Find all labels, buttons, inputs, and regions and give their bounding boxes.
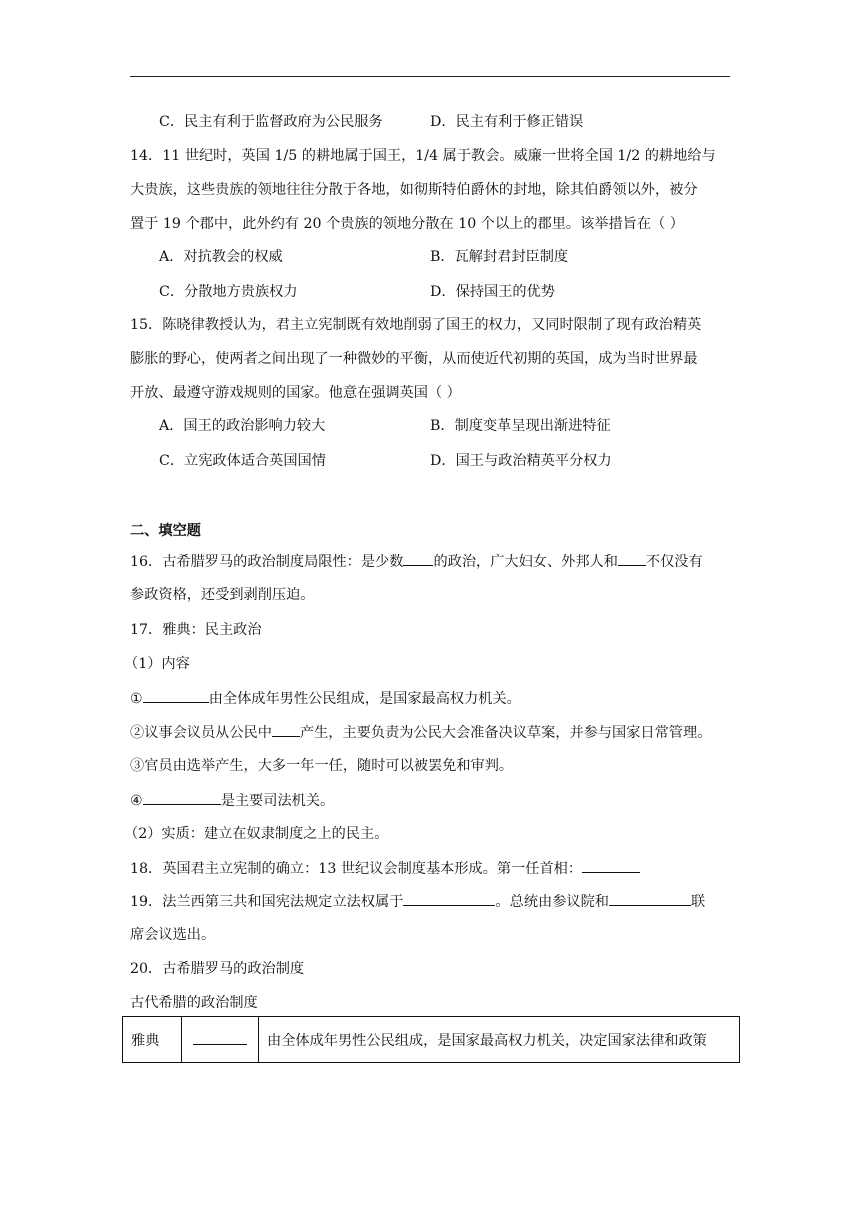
q17-item-3: ③官员由选举产生，大多一年一任，随时可以被罢免和审判。 (130, 758, 514, 774)
q16-line-1 (130, 551, 703, 572)
q20-blank[interactable] (193, 1030, 247, 1045)
q19-line-1 (130, 891, 705, 912)
table-row (123, 1017, 740, 1063)
q17-item-4-text: 是主要司法机关。 (220, 793, 335, 809)
q15-line-3: 开放、最遵守游戏规则的国家。他意在强调英国（ ） (130, 385, 461, 401)
q17-subheading-1: （1）内容 (124, 656, 190, 672)
q15-option-b: B．制度变革呈现出渐进特征 (430, 418, 611, 434)
q18-text: 18．英国君主立宪制的确立：13 世纪议会制度基本形成。第一任首相： (130, 861, 583, 877)
q14-option-a: A．对抗教会的权威 (159, 249, 283, 265)
q19-text-b: 。总统由参议院和 (495, 894, 609, 910)
q14-option-c: C．分散地方贵族权力 (159, 284, 298, 300)
table-cell-city: 雅典 (123, 1017, 182, 1063)
q15-line-2: 膨胀的野心，使两者之间出现了一种微妙的平衡，从而使近代初期的英国，成为当时世界最 (130, 351, 698, 367)
q13-option-d: D．民主有利于修正错误 (430, 114, 584, 130)
q20-title: 20．古希腊罗马的政治制度 (130, 961, 305, 977)
q15-option-a: A．国王的政治影响力较大 (159, 418, 326, 434)
q14-line-2: 大贵族，这些贵族的领地往往分散于各地，如彻斯特伯爵休的封地，除其伯爵领以外，被分 (130, 182, 698, 198)
q16-text-a: 16．古希腊罗马的政治制度局限性：是少数 (130, 554, 404, 570)
q15-option-c: C．立宪政体适合英国国情 (159, 453, 326, 469)
q14-option-b: B．瓦解封君封臣制度 (430, 249, 569, 265)
q17-item-2-text-b: 产生，主要负责为公民大会准备决议草案，并参与国家日常管理。 (299, 725, 712, 741)
q17-item-2-text-a: ②议事会议员从公民中 (130, 725, 272, 741)
q17-title: 17．雅典：民主政治 (130, 622, 262, 638)
q17-item-1-marker: ① (130, 691, 143, 707)
q16-line-2: 参政资格，还受到剥削压迫。 (130, 587, 315, 603)
q15-line-1: 15．陈晓律教授认为，君主立宪制既有效地削弱了国王的权力，又同时限制了现有政治精英 (130, 317, 702, 333)
header-rule (130, 76, 730, 77)
q17-item-4 (130, 790, 334, 811)
q19-blank-1[interactable] (403, 891, 495, 906)
q19-blank-2[interactable] (609, 891, 691, 906)
q16-text-b: 的政治，广大妇女、外邦人和 (433, 554, 618, 570)
q17-subheading-2: （2）实质：建立在奴隶制度之上的民主。 (124, 826, 389, 842)
q20-subtitle: 古代希腊的政治制度 (130, 995, 258, 1011)
q16-blank-2[interactable] (618, 551, 646, 566)
q13-option-c: C．民主有利于监督政府为公民服务 (159, 114, 383, 130)
q19-text-a: 19．法兰西第三共和国宪法规定立法权属于 (130, 894, 404, 910)
q17-item-2 (130, 722, 711, 743)
table-cell-description: 由全体成年男性公民组成，是国家最高权力机关，决定国家法律和政策 (259, 1017, 740, 1063)
q17-blank-3[interactable] (143, 790, 221, 805)
q17-item-1 (130, 688, 521, 709)
q14-line-3: 置于 19 个郡中，此外约有 20 个贵族的领地分散在 10 个以上的郡里。该举措旨在（ ） (130, 216, 684, 232)
q16-blank-1[interactable] (403, 551, 433, 566)
q17-item-4-marker: ④ (130, 793, 143, 809)
q16-text-c: 不仅没有 (645, 554, 703, 570)
politics-table (122, 1016, 740, 1063)
q18-blank[interactable] (582, 858, 640, 873)
q18-line (130, 858, 640, 879)
q17-blank-2[interactable] (272, 722, 300, 737)
q15-option-d: D．国王与政治精英平分权力 (430, 453, 612, 469)
q19-line-2: 席会议选出。 (130, 927, 216, 943)
q14-line-1: 14．11 世纪时，英国 1/5 的耕地属于国王，1/4 属于教会。威廉一世将全国 1/2 的耕地给与 (130, 148, 716, 164)
q14-option-d: D．保持国王的优势 (430, 284, 555, 300)
q17-item-1-text: 由全体成年男性公民组成，是国家最高权力机关。 (208, 691, 521, 707)
table-cell-blank (182, 1017, 259, 1063)
section-title: 二、填空题 (130, 523, 201, 539)
q19-text-c: 联 (690, 894, 706, 910)
q17-blank-1[interactable] (143, 688, 209, 703)
